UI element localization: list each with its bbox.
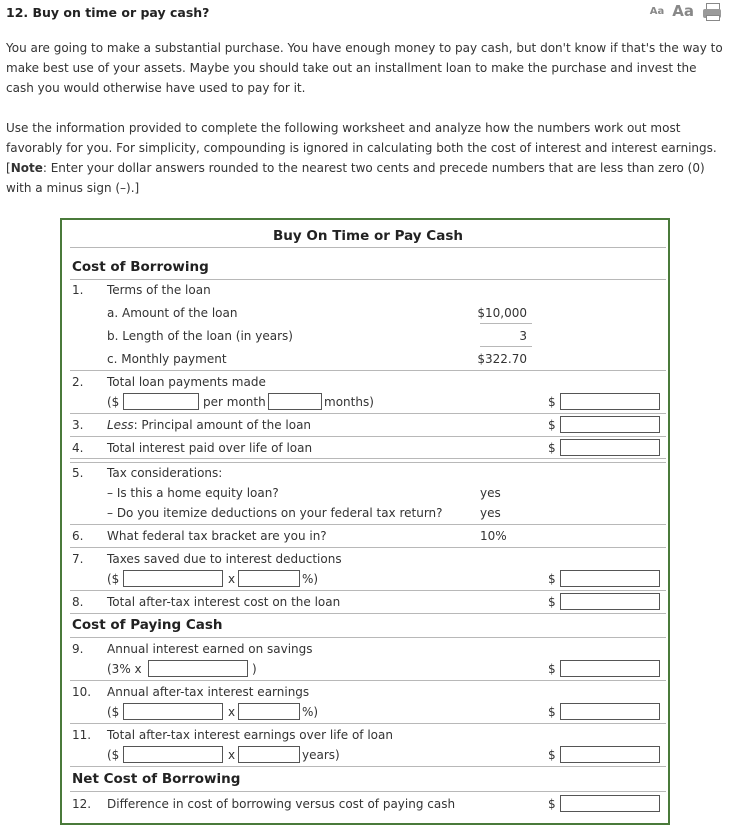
- instructions-text: Use the information provided to complete the following worksheet and analyze how the numbers work out most favorably for you. For simplicity, compounding is ignored in calculating both the cost of interest and interest earnings. [: [6, 121, 717, 175]
- row-number: 5.: [72, 466, 84, 480]
- intro-paragraph: You are going to make a substantial purchase. You have enough money to pay cash, but don't know if that's the way to make best use of your assets. Maybe you should take out an installment loan to make the purchase and invest the cash you would otherwise have used to pay for it.: [6, 41, 723, 95]
- row-number: 10.: [72, 685, 92, 699]
- divider: [70, 637, 666, 638]
- row-number: 12.: [72, 797, 92, 811]
- paren-open: ($: [107, 705, 120, 719]
- dollar-sign: $: [548, 572, 556, 586]
- dollar-sign: $: [548, 395, 556, 409]
- row-number: 8.: [72, 595, 84, 609]
- question-title: 12. Buy on time or pay cash?: [6, 5, 210, 20]
- divider: [70, 547, 666, 548]
- monthly-payment-value: $322.70: [477, 352, 527, 366]
- divider: [70, 791, 666, 792]
- payment-per-month-input[interactable]: [123, 393, 199, 410]
- row-number: 11.: [72, 728, 92, 742]
- annual-interest-amount-input[interactable]: [123, 703, 223, 720]
- dollar-sign: $: [548, 662, 556, 676]
- itemize-question: – Do you itemize deductions on your federal tax return?: [107, 506, 443, 520]
- divider: [70, 413, 666, 414]
- after-tax-rate-input[interactable]: [238, 703, 300, 720]
- increase-text-size-button[interactable]: Aa: [672, 2, 694, 20]
- row-number: 4.: [72, 441, 84, 455]
- total-interest-paid-input[interactable]: [560, 439, 660, 456]
- decrease-text-size-button[interactable]: Aa: [649, 5, 665, 17]
- row-label: Total interest paid over life of loan: [107, 441, 313, 455]
- row-label: Tax considerations:: [107, 466, 223, 480]
- months-label: months): [324, 395, 374, 409]
- row-label: a. Amount of the loan: [107, 306, 238, 320]
- annual-interest-earned-input[interactable]: [560, 660, 660, 677]
- itemize-answer: yes: [480, 506, 501, 520]
- dollar-sign: $: [548, 418, 556, 432]
- times-label: x: [228, 748, 236, 762]
- row-number: 7.: [72, 552, 84, 566]
- row-number: 1.: [72, 283, 84, 297]
- times-label: x: [228, 705, 236, 719]
- dollar-sign: $: [548, 797, 556, 811]
- dollar-sign: $: [548, 595, 556, 609]
- times-label: x: [228, 572, 236, 586]
- home-equity-answer: yes: [480, 486, 501, 500]
- paren-open: ($: [107, 395, 120, 409]
- divider: [70, 766, 666, 767]
- row-label: What federal tax bracket are you in?: [107, 529, 327, 543]
- dollar-sign: $: [548, 441, 556, 455]
- loan-amount-value: $10,000: [477, 306, 527, 320]
- instructions-note-text: : Enter your dollar answers rounded to the nearest two cents and precede numbers that are less than zero (0) with a minus sign (–).]: [6, 161, 705, 195]
- years-input[interactable]: [238, 746, 300, 763]
- row-label: c. Monthly payment: [107, 352, 227, 366]
- row-number: 3.: [72, 418, 84, 432]
- row-label: Taxes saved due to interest deductions: [107, 552, 342, 566]
- divider: [480, 323, 532, 324]
- note-label: Note: [10, 161, 43, 175]
- after-tax-interest-cost-input[interactable]: [560, 593, 660, 610]
- rate-label: (3% x: [107, 662, 142, 676]
- worksheet-title: Buy On Time or Pay Cash: [273, 228, 463, 244]
- section-cost-of-paying-cash: Cost of Paying Cash: [72, 617, 223, 633]
- row-label: Difference in cost of borrowing versus cost of paying cash: [107, 797, 456, 811]
- row-label-text: : Principal amount of the loan: [133, 418, 312, 432]
- total-after-tax-earnings-input[interactable]: [560, 746, 660, 763]
- divider: [70, 723, 666, 724]
- instructions-paragraph: [6, 118, 726, 198]
- paren-open: ($: [107, 748, 120, 762]
- total-loan-payments-input[interactable]: [560, 393, 660, 410]
- paren-open: ($: [107, 572, 120, 586]
- principal-amount-input[interactable]: [560, 416, 660, 433]
- row-label: b. Length of the loan (in years): [107, 329, 293, 343]
- home-equity-question: – Is this a home equity loan?: [107, 486, 279, 500]
- row-label: [107, 418, 311, 432]
- annual-after-tax-earnings-input[interactable]: [560, 703, 660, 720]
- interest-amount-input[interactable]: [123, 570, 223, 587]
- double-divider: [70, 458, 666, 463]
- annual-earnings-amount-input[interactable]: [123, 746, 223, 763]
- toolbar: [650, 2, 722, 20]
- section-net-cost-of-borrowing: Net Cost of Borrowing: [72, 771, 241, 787]
- paren-close: ): [252, 662, 257, 676]
- divider: [70, 436, 666, 437]
- worksheet: [60, 218, 670, 825]
- divider: [70, 524, 666, 525]
- per-month-label: per month: [203, 395, 266, 409]
- row-label: Total after-tax interest cost on the loan: [107, 595, 341, 609]
- row-number: 2.: [72, 375, 84, 389]
- net-cost-difference-input[interactable]: [560, 795, 660, 812]
- loan-length-value: 3: [519, 329, 527, 343]
- divider: [70, 680, 666, 681]
- tax-bracket-value: 10%: [480, 529, 507, 543]
- print-icon[interactable]: [702, 2, 722, 20]
- row-number: 6.: [72, 529, 84, 543]
- years-label: years): [302, 748, 340, 762]
- row-label: Annual interest earned on savings: [107, 642, 313, 656]
- row-label: Annual after-tax interest earnings: [107, 685, 310, 699]
- row-label: Total after-tax interest earnings over life of loan: [107, 728, 393, 742]
- tax-rate-input[interactable]: [238, 570, 300, 587]
- percent-label: %): [302, 705, 319, 719]
- row-label: Total loan payments made: [107, 375, 266, 389]
- divider: [70, 247, 666, 248]
- dollar-sign: $: [548, 705, 556, 719]
- divider: [480, 346, 532, 347]
- percent-label: %): [302, 572, 319, 586]
- taxes-saved-input[interactable]: [560, 570, 660, 587]
- divider: [70, 590, 666, 591]
- divider: [70, 613, 666, 614]
- row-label: Terms of the loan: [107, 283, 211, 297]
- row-number: 9.: [72, 642, 84, 656]
- divider: [70, 279, 666, 280]
- section-cost-of-borrowing: Cost of Borrowing: [72, 259, 209, 275]
- savings-amount-input[interactable]: [148, 660, 248, 677]
- dollar-sign: $: [548, 748, 556, 762]
- divider: [70, 370, 666, 371]
- less-label: Less: [107, 418, 134, 432]
- number-of-months-input[interactable]: [268, 393, 322, 410]
